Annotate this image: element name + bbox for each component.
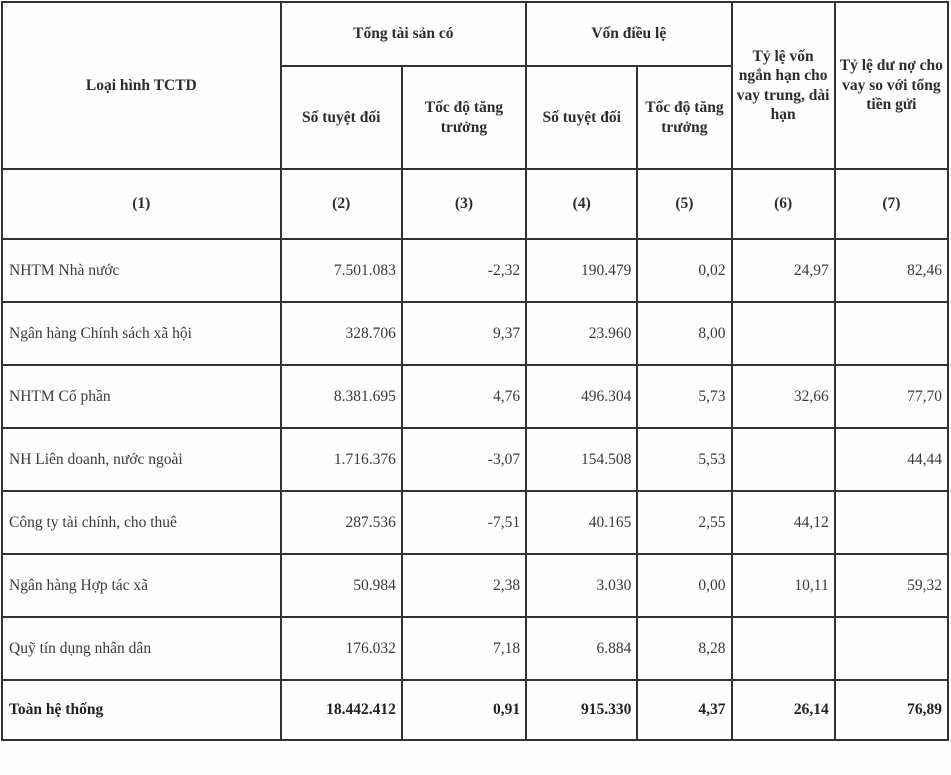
cell-charter-capital-growth: 2,55	[637, 491, 731, 554]
cell-total-assets-growth: 0,91	[402, 680, 526, 740]
numbering-row	[2, 169, 948, 239]
header-group-total-assets: Tổng tài sản có	[281, 2, 527, 66]
table-row	[2, 491, 948, 554]
cell-charter-capital-growth: 8,28	[637, 617, 731, 680]
cell-charter-capital-absolute: 23.960	[526, 302, 637, 365]
cell-charter-capital-growth: 5,53	[637, 428, 731, 491]
cell-total-assets-growth: 7,18	[402, 617, 526, 680]
column-number-2: (2)	[281, 169, 402, 239]
header-short-term-ratio: Tỷ lệ vốn ngắn hạn cho vay trung, dài hạn	[732, 2, 835, 169]
cell-total-assets-absolute: 287.536	[281, 491, 402, 554]
header-absolute-assets: Số tuyệt đối	[281, 66, 402, 169]
cell-loan-deposit-ratio	[835, 302, 948, 365]
header-growth-capital: Tốc độ tăng trưởng	[637, 66, 731, 169]
cell-total-assets-growth: 4,76	[402, 365, 526, 428]
cell-loan-deposit-ratio	[835, 617, 948, 680]
column-number-5: (5)	[637, 169, 731, 239]
header-loan-deposit-ratio: Tỷ lệ dư nợ cho vay so với tổng tiền gửi	[835, 2, 948, 169]
cell-charter-capital-absolute: 40.165	[526, 491, 637, 554]
cell-total-assets-growth: 2,38	[402, 554, 526, 617]
cell-short-term-ratio: 10,11	[732, 554, 835, 617]
cell-total-assets-absolute: 176.032	[281, 617, 402, 680]
table-row-total	[2, 680, 948, 740]
cell-charter-capital-growth: 0,02	[637, 239, 731, 302]
cell-charter-capital-absolute: 6.884	[526, 617, 637, 680]
cell-loan-deposit-ratio: 44,44	[835, 428, 948, 491]
table-row	[2, 617, 948, 680]
row-label: Quỹ tín dụng nhân dân	[2, 617, 281, 680]
table-row	[2, 239, 948, 302]
row-label-total: Toàn hệ thống	[2, 680, 281, 740]
cell-charter-capital-absolute: 496.304	[526, 365, 637, 428]
column-number-6: (6)	[732, 169, 835, 239]
row-label: NH Liên doanh, nước ngoài	[2, 428, 281, 491]
row-label: Công ty tài chính, cho thuê	[2, 491, 281, 554]
row-label: Ngân hàng Hợp tác xã	[2, 554, 281, 617]
cell-total-assets-absolute: 1.716.376	[281, 428, 402, 491]
table-row	[2, 365, 948, 428]
cell-total-assets-absolute: 328.706	[281, 302, 402, 365]
cell-charter-capital-absolute: 915.330	[526, 680, 637, 740]
cell-total-assets-growth: -2,32	[402, 239, 526, 302]
header-row-groups	[2, 2, 948, 66]
cell-loan-deposit-ratio: 82,46	[835, 239, 948, 302]
row-label: NHTM Nhà nước	[2, 239, 281, 302]
cell-total-assets-growth: -7,51	[402, 491, 526, 554]
cell-total-assets-growth: -3,07	[402, 428, 526, 491]
cell-loan-deposit-ratio: 59,32	[835, 554, 948, 617]
table-row	[2, 554, 948, 617]
column-number-7: (7)	[835, 169, 948, 239]
cell-short-term-ratio	[732, 302, 835, 365]
cell-short-term-ratio: 32,66	[732, 365, 835, 428]
cell-total-assets-growth: 9,37	[402, 302, 526, 365]
cell-short-term-ratio	[732, 428, 835, 491]
cell-charter-capital-absolute: 154.508	[526, 428, 637, 491]
header-institution-type: Loại hình TCTD	[2, 2, 281, 169]
cell-loan-deposit-ratio: 76,89	[835, 680, 948, 740]
table-row	[2, 302, 948, 365]
column-number-4: (4)	[526, 169, 637, 239]
cell-charter-capital-growth: 0,00	[637, 554, 731, 617]
cell-total-assets-absolute: 8.381.695	[281, 365, 402, 428]
cell-loan-deposit-ratio	[835, 491, 948, 554]
cell-total-assets-absolute: 7.501.083	[281, 239, 402, 302]
cell-total-assets-absolute: 50.984	[281, 554, 402, 617]
cell-charter-capital-growth: 8,00	[637, 302, 731, 365]
cell-charter-capital-absolute: 3.030	[526, 554, 637, 617]
cell-short-term-ratio: 24,97	[732, 239, 835, 302]
cell-charter-capital-growth: 5,73	[637, 365, 731, 428]
cell-charter-capital-growth: 4,37	[637, 680, 731, 740]
cell-short-term-ratio: 44,12	[732, 491, 835, 554]
cell-short-term-ratio: 26,14	[732, 680, 835, 740]
header-growth-assets: Tốc độ tăng trưởng	[402, 66, 526, 169]
header-absolute-capital: Số tuyệt đối	[526, 66, 637, 169]
header-group-charter-capital: Vốn điều lệ	[526, 2, 731, 66]
table-row	[2, 428, 948, 491]
column-number-1: (1)	[2, 169, 281, 239]
cell-short-term-ratio	[732, 617, 835, 680]
column-number-3: (3)	[402, 169, 526, 239]
row-label: NHTM Cổ phần	[2, 365, 281, 428]
credit-institutions-table	[1, 1, 949, 741]
cell-charter-capital-absolute: 190.479	[526, 239, 637, 302]
row-label: Ngân hàng Chính sách xã hội	[2, 302, 281, 365]
cell-total-assets-absolute: 18.442.412	[281, 680, 402, 740]
cell-loan-deposit-ratio: 77,70	[835, 365, 948, 428]
